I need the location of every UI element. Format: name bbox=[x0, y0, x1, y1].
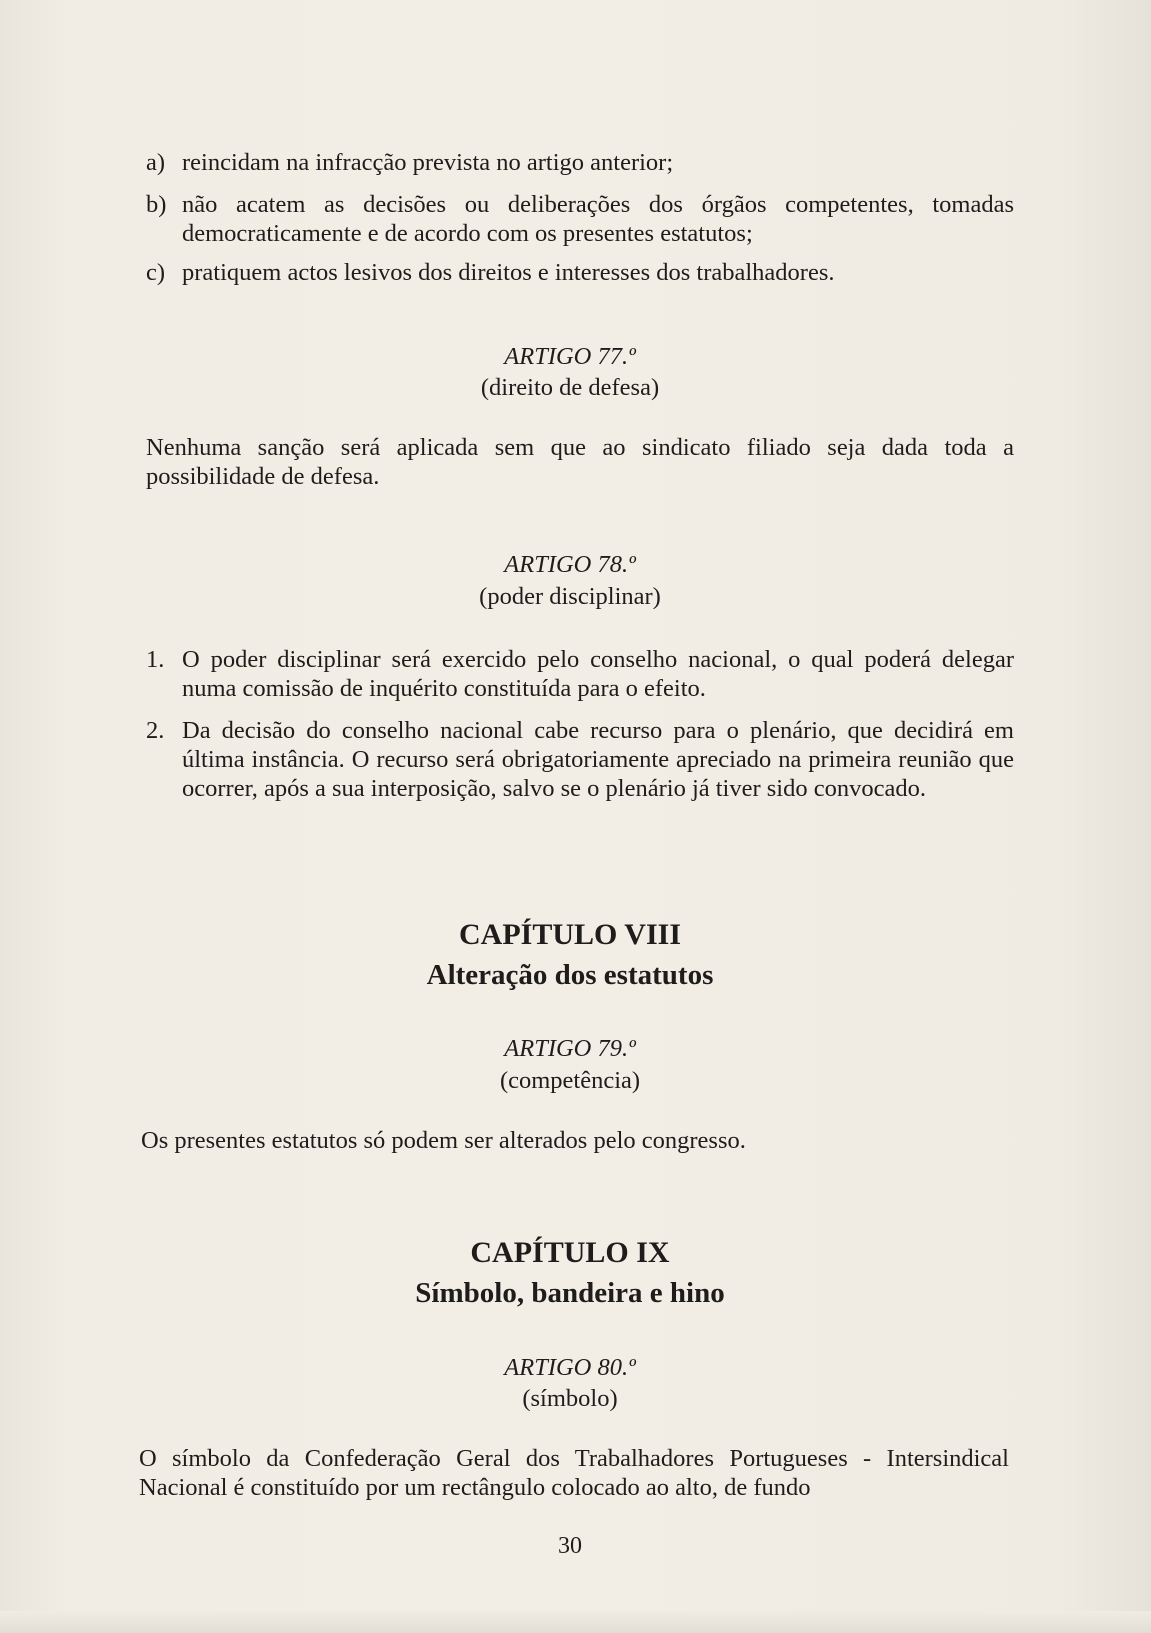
list-label: 2. bbox=[146, 717, 165, 744]
list-label: b) bbox=[146, 191, 167, 218]
list-text: Da decisão do conselho nacional cabe recurso para o plenário, que decidirá em última instância. O recurso será obrigatoriamente apreciado na primeira reunião que ocorrer, após a sua interposição, salvo se o plenário já tiver sido convocado. bbox=[182, 717, 1014, 802]
article-78-item-1 bbox=[146, 645, 1014, 703]
article-77-subtitle: (direito de defesa) bbox=[480, 374, 660, 401]
list-text: não acatem as decisões ou deliberações dos órgãos competentes, tomadas democraticamente e de acordo com os presentes estatutos; bbox=[182, 191, 1014, 247]
chapter-8-subtitle: Alteração dos estatutos bbox=[426, 959, 714, 991]
chapter-9-title: CAPÍTULO IX bbox=[470, 1236, 670, 1269]
list-label: c) bbox=[146, 259, 166, 286]
article-79-text: Os presentes estatutos só podem ser alterados pelo congresso. bbox=[141, 1127, 746, 1154]
page-bottom-edge bbox=[0, 1611, 1151, 1633]
list-text: reincidam na infracção prevista no artigo anterior; bbox=[182, 149, 674, 176]
article-80-title: ARTIGO 80.º bbox=[504, 1354, 636, 1381]
article-79-title: ARTIGO 79.º bbox=[504, 1035, 636, 1062]
list-text: O poder disciplinar será exercido pelo conselho nacional, o qual poderá delegar numa comissão de inquérito constituída para o efeito. bbox=[182, 646, 1014, 702]
list-item-b bbox=[146, 190, 1014, 248]
article-78-item-2 bbox=[146, 716, 1014, 803]
article-78-subtitle: (poder disciplinar) bbox=[479, 583, 661, 610]
chapter-8-title: CAPÍTULO VIII bbox=[459, 918, 681, 951]
article-80-subtitle: (símbolo) bbox=[522, 1385, 618, 1412]
list-text: pratiquem actos lesivos dos direitos e interesses dos trabalhadores. bbox=[182, 259, 835, 286]
article-77-text: Nenhuma sanção será aplicada sem que ao sindicato filiado seja dada toda a possibilidade de defesa. bbox=[146, 434, 1014, 490]
list-label: a) bbox=[146, 149, 166, 176]
article-77-title: ARTIGO 77.º bbox=[504, 343, 636, 370]
list-item-c bbox=[146, 258, 1014, 287]
chapter-9-subtitle: Símbolo, bandeira e hino bbox=[415, 1277, 725, 1309]
page-number: 30 bbox=[558, 1533, 582, 1559]
article-78-title: ARTIGO 78.º bbox=[504, 551, 636, 578]
list-label: 1. bbox=[146, 646, 165, 673]
article-79-subtitle: (competência) bbox=[499, 1067, 641, 1094]
list-item-a bbox=[146, 148, 1014, 177]
article-80-text: O símbolo da Confederação Geral dos Trabalhadores Portugueses - Intersindical Nacional é constituído por um rectângulo colocado ao alto, de fundo bbox=[139, 1445, 1009, 1501]
